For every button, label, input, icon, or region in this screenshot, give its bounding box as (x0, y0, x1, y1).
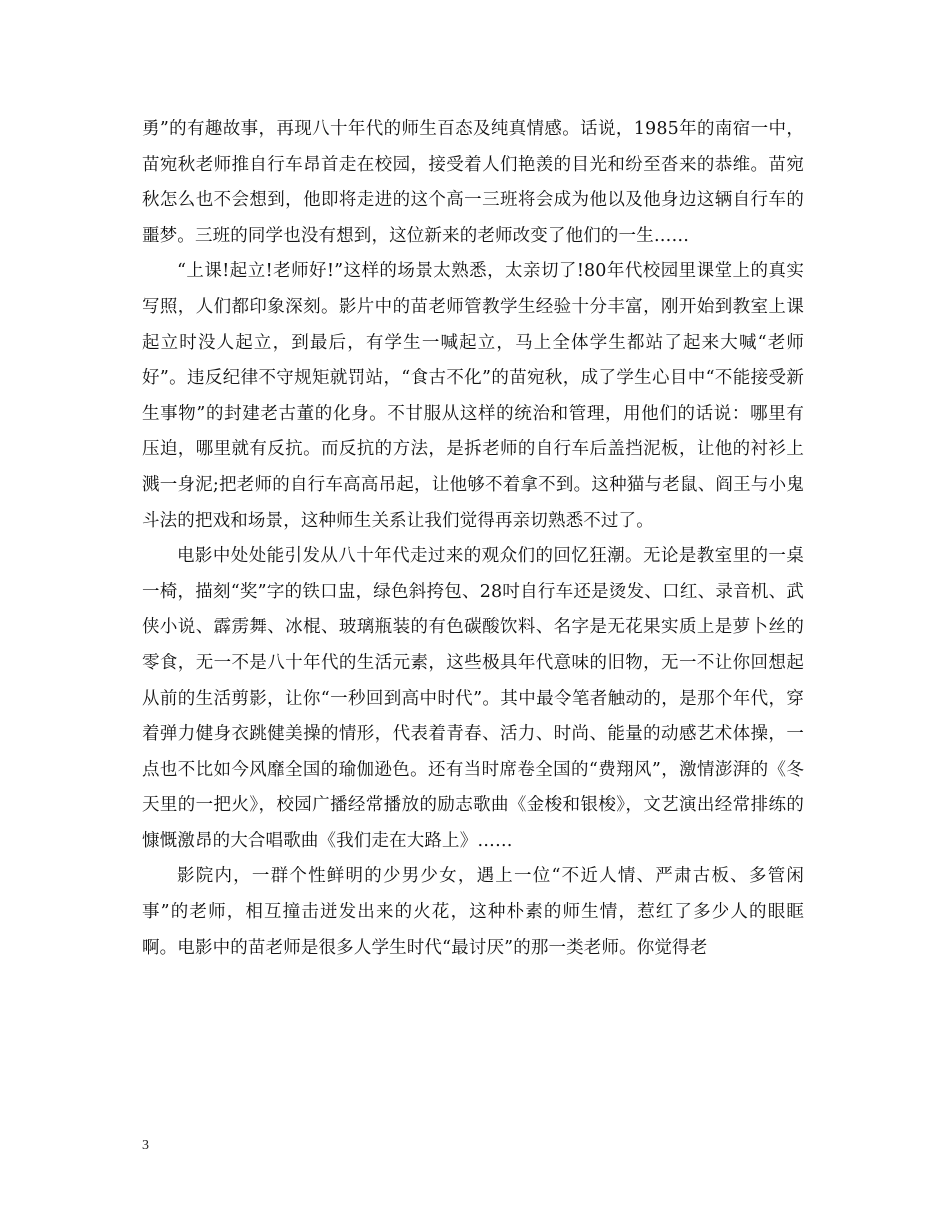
document-body (142, 112, 804, 966)
paragraph-3: 电影中处处能引发从八十年代走过来的观众们的回忆狂潮。无论是教室里的一桌一椅，描刻“奖”字的铁口盅，绿色斜挎包、28吋自行车还是烫发、口红、录音机、武侠小说、霹雳舞、冰棍、玻璃瓶装的有色碳酸饮料、名字是无花果实质上是萝卜丝的零食，无一不是八十年代的生活元素，这些极具年代意味的旧物，无一不让你回想起从前的生活剪影，让你“一秒回到高中时代”。其中最令笔者触动的，是那个年代，穿着弹力健身衣跳健美操的情形，代表着青春、活力、时尚、能量的动感艺术体操，一点也不比如今风靡全国的瑜伽逊色。还有当时席卷全国的“费翔风”，激情澎湃的《冬天里的一把火》，校园广播经常播放的励志歌曲《金梭和银梭》，文艺演出经常排练的慷慨激昂的大合唱歌曲《我们走在大路上》…… (142, 546, 804, 851)
paragraph-2: “上课!起立!老师好!”这样的场景太熟悉，太亲切了!80年代校园里课堂上的真实写照，人们都印象深刻。影片中的苗老师管教学生经验十分丰富，刚开始到教室上课起立时没人起立，到最后，有学生一喊起立，马上全体学生都站了起来大喊“老师好”。违反纪律不守规矩就罚站，“食古不化”的苗宛秋，成了学生心目中“不能接受新生事物”的封建老古董的化身。不甘服从这样的统治和管理，用他们的话说：哪里有压迫，哪里就有反抗。而反抗的方法，是拆老师的自行车后盖挡泥板，让他的衬衫上溅一身泥;把老师的自行车高高吊起，让他够不着拿不到。这种猫与老鼠、阎王与小鬼斗法的把戏和场景，这种师生关系让我们觉得再亲切熟悉不过了。 (142, 261, 804, 531)
paragraph-1: 勇”的有趣故事，再现八十年代的师生百态及纯真情感。话说，1985年的南宿一中，苗宛秋老师推自行车昂首走在校园，接受着人们艳羡的目光和纷至沓来的恭维。苗宛秋怎么也不会想到，他即将走进的这个高一三班将会成为他以及他身边这辆自行车的噩梦。三班的同学也没有想到，这位新来的老师改变了他们的一生…… (142, 119, 804, 246)
paragraph-4: 影院内，一群个性鲜明的少男少女，遇上一位“不近人情、严肃古板、多管闲事”的老师，相互撞击迸发出来的火花，这种朴素的师生情，惹红了多少人的眼眶啊。电影中的苗老师是很多人学生时代“最讨厌”的那一类老师。你觉得老 (142, 866, 804, 958)
page-number: 3 (142, 1138, 149, 1153)
